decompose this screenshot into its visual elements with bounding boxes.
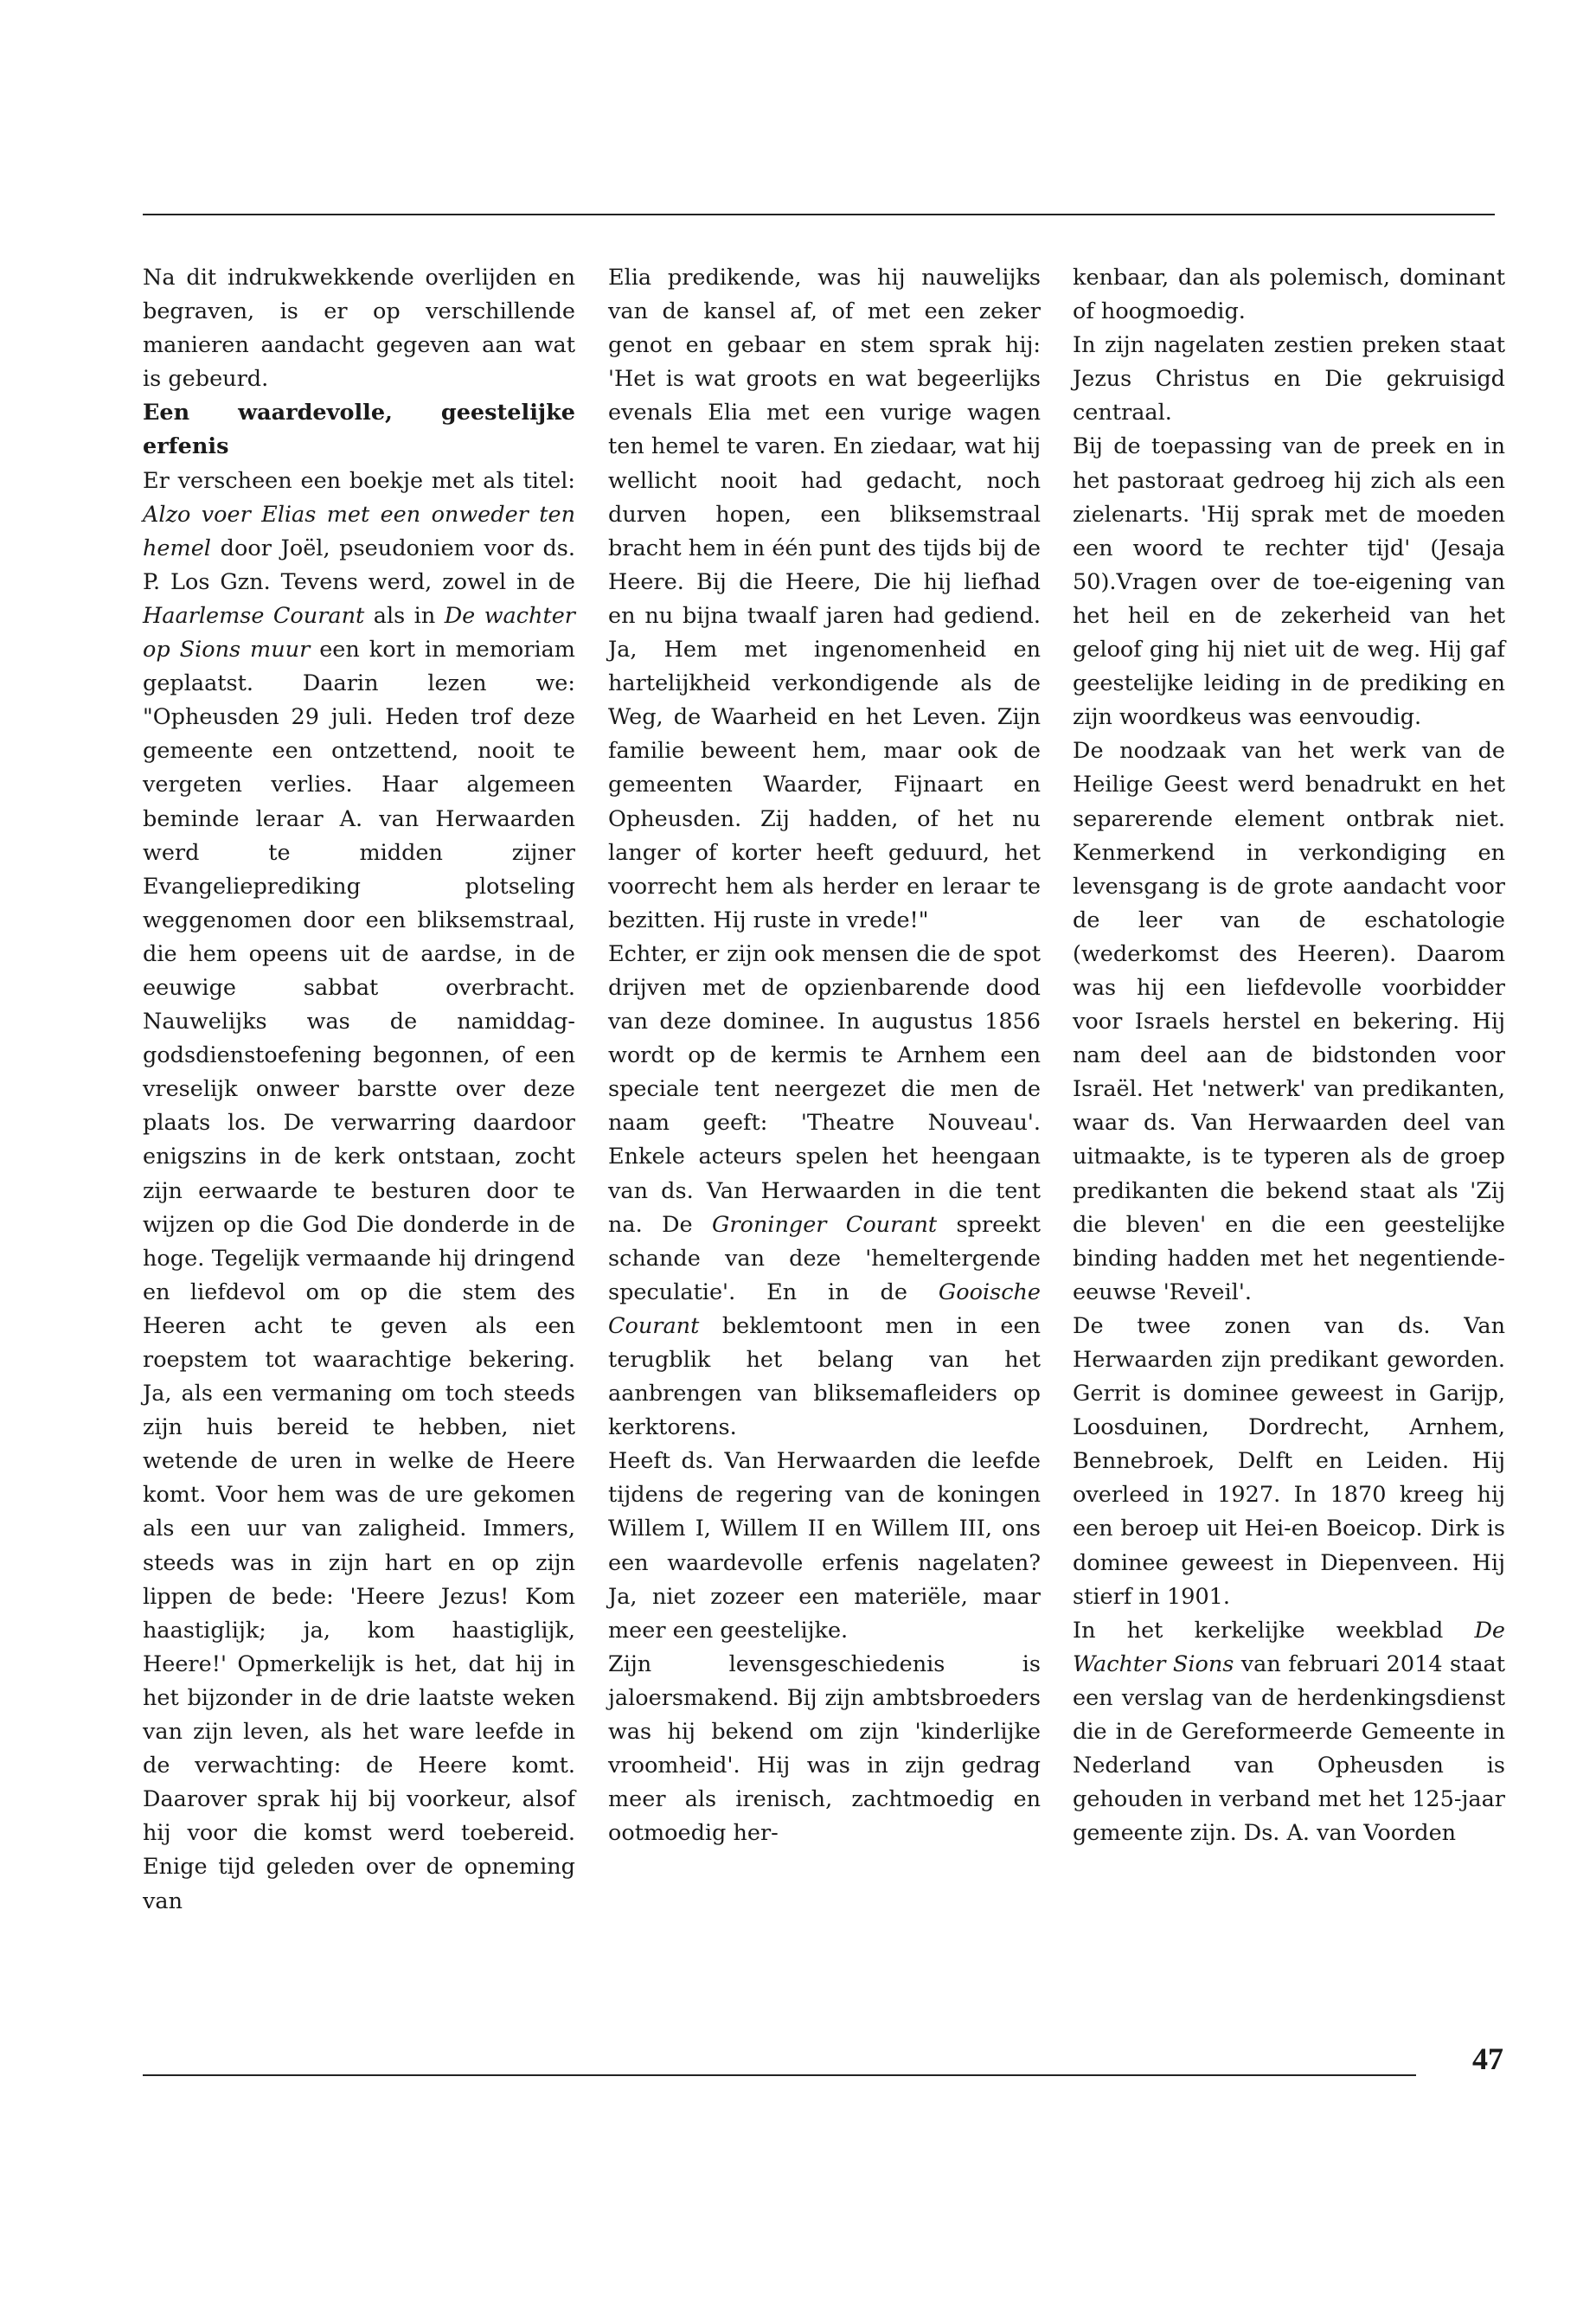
paragraph: Elia predikende, was hij nauwelijks van de kansel af, of met een zeker genot en gebaar en stem sprak hij: 'Het is wat groots en wat begeerlijks evenals Elia met een vurige wagen ten hemel te varen. En ziedaar, wat hij wellicht nooit had gedacht, noch durven hopen, een bliksemstraal bracht hem in één punt des tijds bij de Heere. Bij die Heere, Die hij liefhad en nu bijna twaalf jaren had gediend. Ja, Hem met ingenomenheid en hartelijkheid verkondigende als de Weg, de Waarheid en het Leven. Zijn familie beweent hem, maar ook de gemeenten Waarder, Fijnaart en Opheusden. Zij hadden, of het nu langer of korter heeft geduurd, het voorrecht hem als herder en leraar te bezitten. Hij ruste in vrede!" [608,265,1041,933]
paragraph: Bij de toepassing van de preek en in het pastoraat gedroeg hij zich als een zielenarts. 'Hij sprak met de moeden een woord te rechter tijd' (Jesaja 50).Vragen over de toe-eigening van het heil en de zekerheid van het geloof ging hij niet uit de weg. Hij gaf geestelijke leiding in de prediking en zijn woordkeus was eenvoudig. [1073,433,1505,731]
text-column-1 [143,261,575,1919]
book-title: Alzo voer Elias met een onweder ten hemel [143,501,575,561]
newspaper-title: Gooische Courant [608,1279,1041,1339]
newspaper-title: De wachter op Sions muur [143,602,575,663]
newspaper-title: De Wachter Sions [1073,1617,1505,1677]
paragraph: Heeft ds. Van Herwaarden die leefde tijdens de regering van de koningen Willem I, Willem II en Willem III, ons een waardevolle erfenis nagelaten? Ja, niet zozeer een materiële, maar meer een geestelijke. [608,1448,1041,1644]
page-number: 47 [1472,2041,1503,2076]
paragraph: Er verscheen een boekje met als titel: Alzo voer Elias met een onweder ten hemel door Joël, pseudoniem voor ds. P. Los Gzn. Tevens werd, zowel in de Haarlemse Courant als in De wachter op Sions muur een kort in memoriam geplaatst. Daarin lezen we: "Opheusden 29 juli. Heden trof deze gemeente een ontzettend, nooit te vergeten verlies. Haar algemeen beminde leraar A. van Herwaarden werd te midden zijner Evangelieprediking plotseling weggenomen door een bliksemstraal, die hem opeens uit de aardse, in de eeuwige sabbat overbracht. Nauwelijks was de namiddag-godsdienstoefening begonnen, of een vreselijk onweer barstte over deze plaats los. De verwarring daardoor enigszins in de kerk ontstaan, zocht zijn eerwaarde te besturen door te wijzen op die God Die donderde in de hoge. Tegelijk vermaande hij dringend en liefdevol om op die stem des Heeren acht te geven als een roepstem tot waarachtige bekering. Ja, als een vermaning om toch steeds zijn huis bereid te hebben, niet wetende de uren in welke de Heere komt. Voor hem was de ure gekomen als een uur van zaligheid. Immers, steeds was in zijn hart en op zijn lippen de bede: 'Heere Jezus! Kom haastiglijk; ja, kom haastiglijk, Heere!' Opmerkelijk is het, dat hij in het bijzonder in de drie laatste weken van zijn leven, als het ware leefde in de verwachting: de Heere komt. Daarover sprak hij bij voorkeur, alsof hij voor die komst werd toebereid. Enige tijd geleden over de opneming van [143,467,575,1914]
bottom-rule [143,2074,1416,2076]
paragraph: Echter, er zijn ook mensen die de spot drijven met de opzienbarende dood van deze dominee. In augustus 1856 wordt op de kermis te Arnhem een speciale tent neergezet die men de naam geeft: 'Theatre Nouveau'. Enkele acteurs spelen het heengaan van ds. Van Herwaarden in die tent na. De Groninger Courant spreekt schande van deze 'hemeltergende speculatie'. En in de Gooische Courant beklemtoont men in een terugblik het belang van het aanbrengen van bliksemafleiders op kerktorens. [608,940,1041,1441]
text-column-2 [608,261,1041,1850]
paragraph: kenbaar, dan als polemisch, dominant of hoogmoedig. [1073,265,1505,325]
paragraph: In zijn nagelaten zestien preken staat Jezus Christus en Die gekruisigd centraal. [1073,332,1505,426]
paragraph: De noodzaak van het werk van de Heilige Geest werd benadrukt en het separerende element ontbrak niet. Kenmerkend in verkondiging en levensgang is de grote aandacht voor de leer van de eschatologie (wederkomst des Heeren). Daarom was hij een liefdevolle voorbidder voor Israels herstel en bekering. Hij nam deel aan de bidstonden voor Israël. Het 'netwerk' van predikanten, waar ds. Van Herwaarden deel van uitmaakte, is te typeren als de groep predikanten die bekend staat als 'Zij die bleven' en die een geestelijke binding hadden met het negentiende-eeuwse 'Reveil'. [1073,738,1505,1305]
intro-paragraph: Na dit indrukwekkende overlijden en begraven, is er op verschillende manieren aandacht gegeven aan wat is gebeurd. [143,265,575,393]
section-heading: Een waardevolle, geestelijke erfenis [143,400,575,460]
newspaper-title: Haarlemse Courant [143,602,365,629]
paragraph: In het kerkelijke weekblad De Wachter Sions van februari 2014 staat een verslag van de herdenkingsdienst die in de Gereformeerde Gemeente in Nederland van Opheusden is gehouden in verband met het 125-jaar gemeente zijn. Ds. A. van Voorden [1073,1617,1505,1847]
top-rule [143,214,1495,215]
text-column-3 [1073,261,1505,1850]
paragraph: De twee zonen van ds. Van Herwaarden zijn predikant geworden. Gerrit is dominee geweest in Garijp, Loosduinen, Dordrecht, Arnhem, Bennebroek, Delft en Leiden. Hij overleed in 1927. In 1870 kreeg hij een beroep uit Hei-en Boeicop. Dirk is dominee geweest in Diepenveen. Hij stierf in 1901. [1073,1312,1505,1610]
newspaper-title: Groninger Courant [711,1211,938,1238]
paragraph: Zijn levensgeschiedenis is jaloersmakend. Bij zijn ambtsbroeders was hij bekend om zijn 'kinderlijke vroomheid'. Hij was in zijn gedrag meer als irenisch, zachtmoedig en ootmoedig her- [608,1650,1041,1847]
